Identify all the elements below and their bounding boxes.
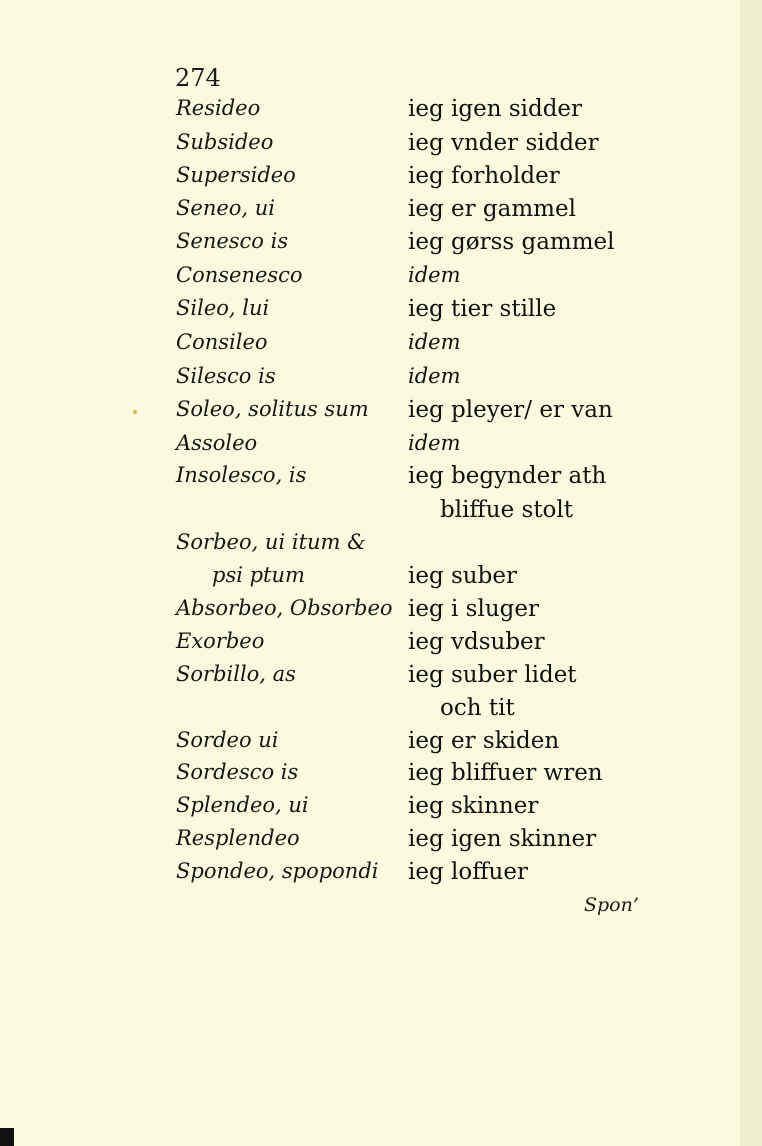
latin-term: Resplendeo [176,826,300,850]
danish-gloss: ieg pleyer/ er van [408,397,613,423]
danish-gloss: ieg suber [408,563,517,589]
page-edge [740,0,762,1146]
danish-gloss: ieg skinner [408,793,539,819]
latin-term: Sorbeo, ui itum & [176,530,366,554]
danish-gloss: och tit [440,695,515,721]
danish-gloss: ieg tier stille [408,296,557,322]
latin-term: Exorbeo [176,629,265,653]
entry-row [0,859,740,893]
entry-row [0,364,740,398]
latin-term: Senesco is [176,229,289,253]
danish-gloss: bliffue stolt [440,497,574,523]
entry-row [0,530,740,564]
entry-row [0,397,740,431]
entry-row [0,463,740,497]
latin-term: Silesco is [176,364,276,388]
entry-row [0,728,740,762]
danish-gloss: ieg forholder [408,163,560,189]
danish-gloss: ieg igen sidder [408,96,583,122]
latin-term: Insolesco, is [176,463,307,487]
danish-gloss: ieg suber lidet [408,662,577,688]
entry-row [0,793,740,827]
danish-gloss: idem [408,431,461,455]
latin-term: Spondeo, spopondi [176,859,379,883]
latin-term: Seneo, ui [176,196,276,220]
danish-gloss: ieg i sluger [408,596,539,622]
latin-term: psi ptum [212,563,305,587]
entry-row [0,196,740,230]
danish-gloss: ieg er gammel [408,196,576,222]
paper-speck [133,410,137,414]
latin-term: Splendeo, ui [176,793,309,817]
danish-gloss: idem [408,364,461,388]
entry-row [0,662,740,696]
latin-term: Consenesco [176,263,303,287]
latin-term: Sordesco is [176,760,299,784]
danish-gloss: ieg gørss gammel [408,229,615,255]
entry-row [0,96,740,130]
latin-term: Sileo, lui [176,296,270,320]
latin-term: Sorbillo, as [176,662,296,686]
entry-row [0,330,740,364]
entry-row [0,826,740,860]
entry-row [0,296,740,330]
danish-gloss: ieg loffuer [408,859,528,885]
latin-term: Soleo, solitus sum [176,397,369,421]
danish-gloss: ieg bliffuer wren [408,760,603,786]
entry-row [0,563,740,597]
latin-term: Sordeo ui [176,728,279,752]
danish-gloss: idem [408,330,461,354]
entry-row [0,629,740,663]
catchword: Spon’ [584,894,639,916]
latin-term: Subsideo [176,130,274,154]
danish-gloss: ieg begynder ath [408,463,607,489]
entry-row [0,229,740,263]
entry-row [0,431,740,465]
entry-row [0,263,740,297]
danish-gloss: ieg vnder sidder [408,130,599,156]
latin-term: Absorbeo, Obsorbeo [176,596,393,620]
latin-term: Consileo [176,330,268,354]
entry-row [0,596,740,630]
entry-row [0,163,740,197]
latin-term: Assoleo [176,431,258,455]
scan-border [0,1128,14,1146]
page-number: 274 [175,64,221,92]
latin-term: Resideo [176,96,261,120]
entry-row [0,760,740,794]
danish-gloss: ieg igen skinner [408,826,597,852]
danish-gloss: ieg er skiden [408,728,560,754]
danish-gloss: ieg vdsuber [408,629,545,655]
entry-row [0,130,740,164]
danish-gloss: idem [408,263,461,287]
entry-row [0,695,740,729]
entry-row [0,497,740,531]
latin-term: Supersideo [176,163,296,187]
